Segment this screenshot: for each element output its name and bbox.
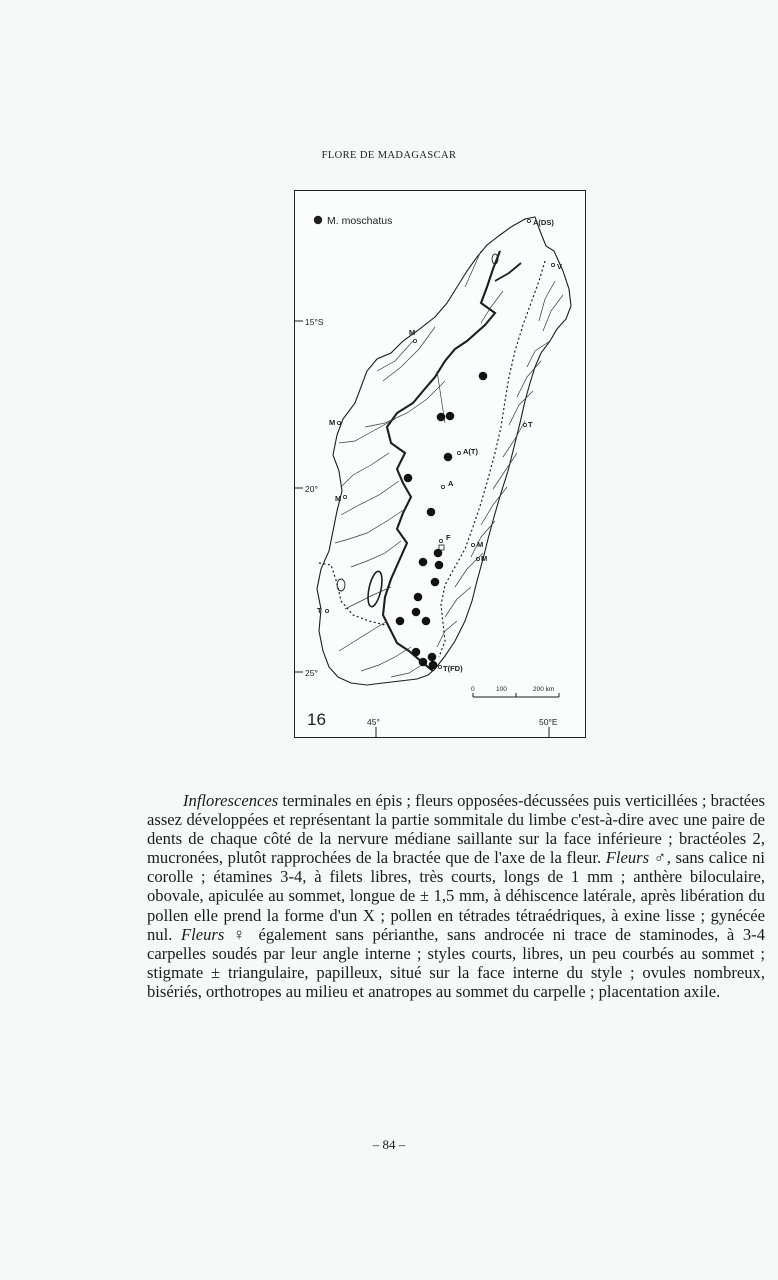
specimen-records xyxy=(396,372,488,670)
scale-bar xyxy=(471,686,559,697)
lat-label-20: 20° xyxy=(305,484,318,494)
text-male-flowers: , sans calice ni corolle ; étamines 3-4, à filets libres, très courts, longs de 1 mm ; anthère biloculaire, obovale, apiculée au sommet, longue de ± 1,5 mm, à déhiscence latérale, après libération du pollen elle prend la forme d'un X ; pollen en tétrades tétraédriques, à exine lisse ; gynécée nul. xyxy=(147,848,765,944)
locality-marker-v xyxy=(551,263,554,266)
description-text xyxy=(147,791,765,1001)
figure-number: 16 xyxy=(307,710,326,729)
record-point xyxy=(431,578,440,587)
locality-label-t-east: T xyxy=(528,420,533,429)
eastern-boundary xyxy=(439,261,545,657)
record-point xyxy=(419,658,428,667)
locality-marker-t-east xyxy=(523,423,526,426)
term-female-flowers: Fleurs ♀ xyxy=(180,924,250,944)
locality-label-m-east2: M xyxy=(481,554,488,563)
record-point xyxy=(396,617,405,626)
lake-west xyxy=(337,579,345,591)
locality-marker-m-north xyxy=(413,339,416,342)
locality-label-f: F xyxy=(446,533,451,542)
locality-label-t-southwest: T xyxy=(317,606,322,615)
record-point xyxy=(422,617,431,626)
locality-marker-m-east1 xyxy=(471,543,474,546)
lon-label-50: 50°E xyxy=(539,717,558,727)
record-point xyxy=(414,593,423,602)
lat-label-15: 15°S xyxy=(305,317,324,327)
text-female-flowers: également sans périanthe, sans androcée ni trace de staminodes, à 3-4 carpelles soudés par leur angle interne ; styles courts, libres, un peu courbés au sommet ; stigmate ± triangulaire, papilleux, situé sur la face interne du style ; ovules nombreux, bisériés, orthotropes au milieu et anatropes au sommet du carpelle ; placentation axile. xyxy=(147,924,765,1001)
escarpment-spur xyxy=(495,263,521,281)
record-point xyxy=(412,608,421,617)
scale-label-0: 0 xyxy=(471,686,475,693)
river-network xyxy=(335,251,563,677)
record-point xyxy=(427,508,436,517)
running-head: FLORE DE MADAGASCAR xyxy=(321,150,457,161)
legend-species-label: M. moschatus xyxy=(327,215,393,227)
locality-label-m-west: M xyxy=(329,418,336,427)
locality-marker-f xyxy=(439,539,442,542)
locality-marker-m-midwest xyxy=(343,495,346,498)
locality-marker-a xyxy=(441,485,444,488)
record-point xyxy=(437,413,446,422)
locality-label-m-midwest: M xyxy=(335,494,342,503)
term-male-flowers: Fleurs ♂ xyxy=(605,848,667,868)
text-inflorescences: terminales en épis ; fleurs opposées-décussées puis verticillées ; bractées assez développées et représentant la partie sommitale du limbe c'est-à-dire avec une paire de dents de chaque côté de la nervure médiane saillante sur la face inférieure ; bractéoles 2, mucronées, plutôt rapprochées de la bractée que de l'axe de la fleur. xyxy=(147,791,765,868)
record-point xyxy=(444,453,453,462)
locality-label-v: V xyxy=(557,262,563,271)
record-point xyxy=(428,653,437,662)
scale-label-100: 100 xyxy=(496,686,507,693)
scale-label-200: 200 km xyxy=(533,686,555,693)
locality-label-t-fd: T(FD) xyxy=(443,664,463,673)
record-point xyxy=(419,558,428,567)
locality-marker-t-southwest xyxy=(325,609,328,612)
locality-marker-a-ds xyxy=(527,219,530,222)
locality-marker-m-west xyxy=(337,421,340,424)
record-point xyxy=(412,648,421,657)
locality-label-m-north: M xyxy=(409,328,416,337)
record-point xyxy=(404,474,413,483)
island-outline xyxy=(317,217,571,685)
locality-marker-t-fd xyxy=(438,665,441,668)
locality-label-a: A xyxy=(448,479,454,488)
lon-label-45: 45° xyxy=(367,717,380,727)
record-point xyxy=(446,412,455,421)
page-number: – 84 – xyxy=(372,1137,406,1152)
record-point xyxy=(429,661,438,670)
record-point xyxy=(479,372,488,381)
record-point xyxy=(434,549,443,558)
term-inflorescences: Inflorescences xyxy=(183,791,279,810)
record-point xyxy=(435,561,444,570)
escarpment-line xyxy=(383,251,500,671)
map-canvas xyxy=(295,191,585,737)
locality-label-m-east1: M xyxy=(477,540,484,549)
distribution-map xyxy=(294,190,586,738)
locality-label-a-t: A(T) xyxy=(463,447,478,456)
lake-southwest xyxy=(365,570,384,608)
locality-marker-a-t xyxy=(457,451,460,454)
locality-label-a-ds: A(DS) xyxy=(533,218,554,227)
lat-label-25: 25° xyxy=(305,668,318,678)
legend-dot-icon xyxy=(314,216,322,224)
